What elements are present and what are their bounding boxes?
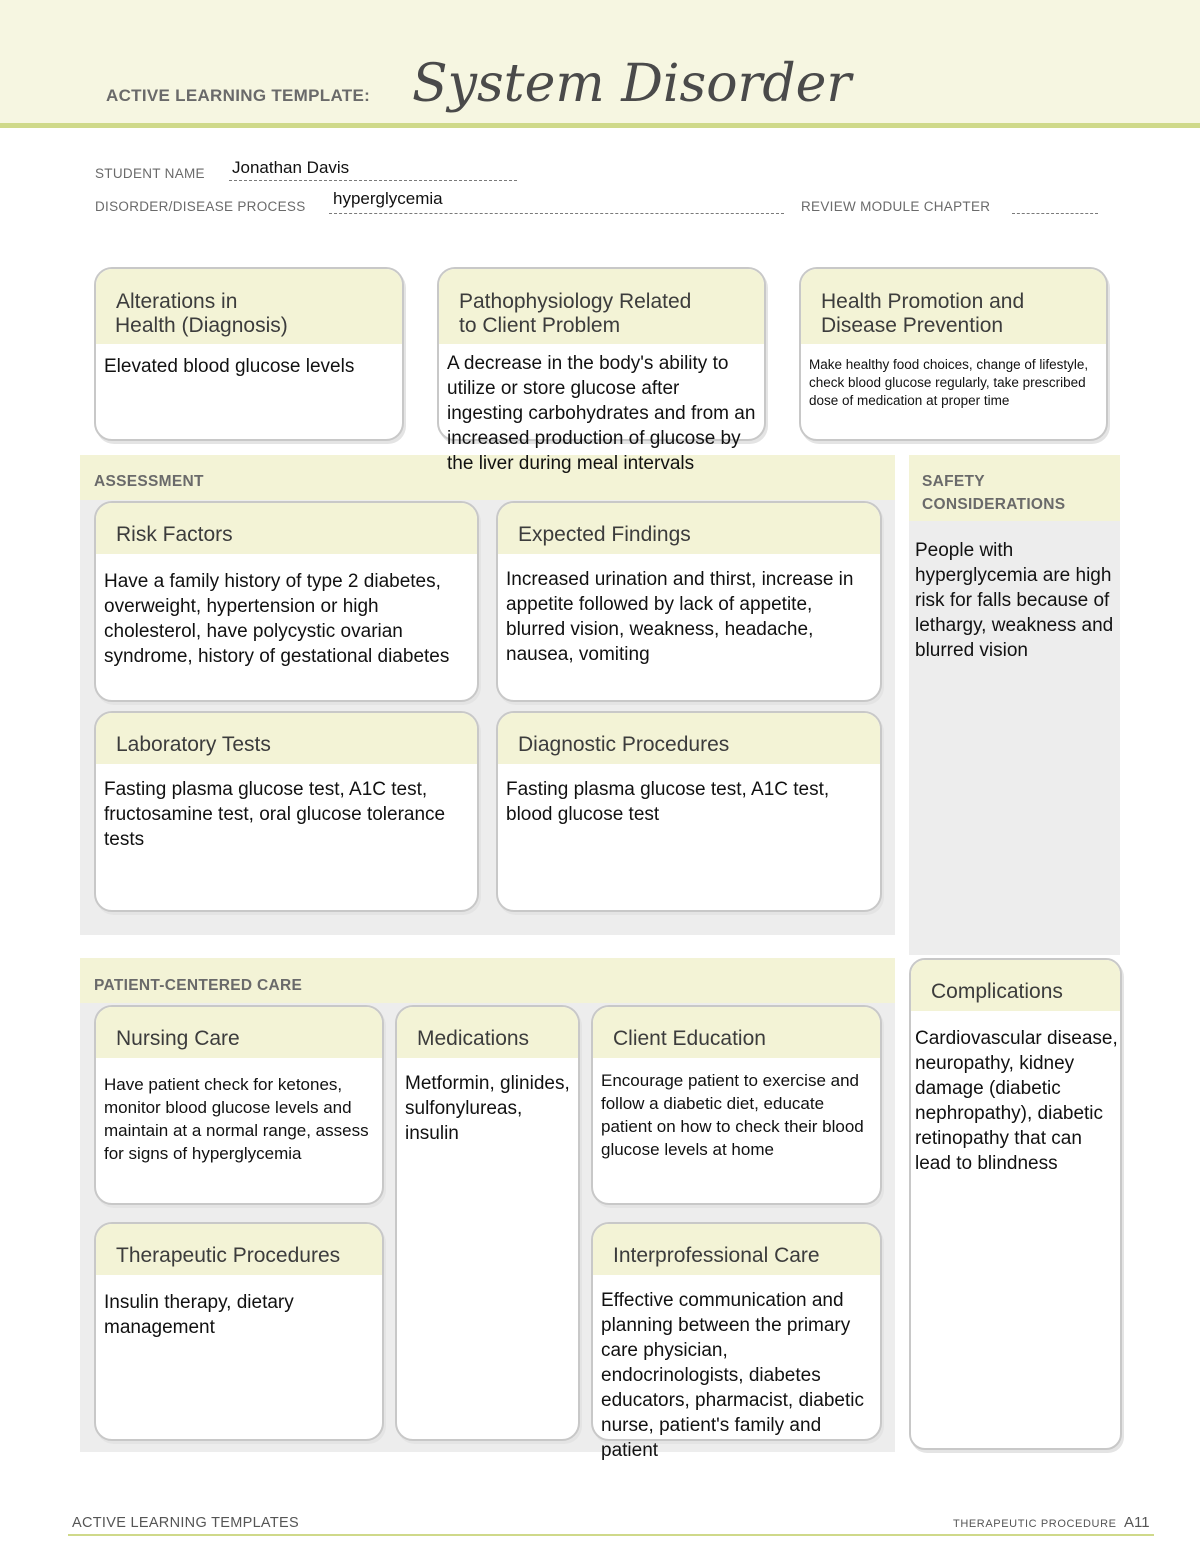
safety-label-line2: CONSIDERATIONS: [922, 496, 1066, 513]
medications-title: Medications: [417, 1027, 530, 1050]
health-promotion-header: [801, 269, 1106, 344]
student-name-underline: [229, 180, 517, 181]
footer-left: ACTIVE LEARNING TEMPLATES: [72, 1515, 299, 1531]
medications-box: [395, 1005, 580, 1441]
medications-body[interactable]: Metformin, glinides, sulfonylureas, insulin: [405, 1073, 570, 1144]
review-module-label: REVIEW MODULE CHAPTER: [801, 199, 991, 214]
therapeutic-procedures-title: Therapeutic Procedures: [116, 1244, 341, 1267]
pathophysiology-title-line1: Pathophysiology Related: [459, 290, 692, 313]
safety-body[interactable]: People with hyperglycemia are high risk for falls because of lethargy, weakness and blurred vision: [915, 540, 1114, 661]
patient-care-label: PATIENT-CENTERED CARE: [94, 977, 303, 994]
client-education-title: Client Education: [613, 1027, 766, 1050]
interprofessional-care-header: [593, 1224, 880, 1275]
risk-factors-body[interactable]: Have a family history of type 2 diabetes, overweight, hypertension or high cholesterol, have polycystic ovarian syndrome, history of gestational diabetes: [104, 571, 450, 667]
page-number: A11: [1124, 1514, 1150, 1531]
expected-findings-header: [498, 503, 880, 554]
laboratory-tests-header: [96, 713, 477, 764]
template-title: System Disorder: [412, 54, 852, 114]
client-education-body[interactable]: Encourage patient to exercise and follow a diabetic diet, educate patient on how to check their blood glucose levels at home: [601, 1071, 864, 1159]
nursing-care-header: [96, 1007, 382, 1058]
diagnostic-procedures-header: [498, 713, 880, 764]
disorder-field[interactable]: hyperglycemia: [333, 189, 443, 208]
laboratory-tests-body[interactable]: Fasting plasma glucose test, A1C test, fructosamine test, oral glucose tolerance tests: [104, 779, 446, 850]
health-promotion-box: [799, 267, 1108, 441]
header-rule: [0, 123, 1200, 128]
template-label: ACTIVE LEARNING TEMPLATE:: [106, 86, 371, 105]
assessment-label: ASSESSMENT: [94, 473, 204, 490]
nursing-care-box: [94, 1005, 384, 1205]
complications-body[interactable]: Cardiovascular disease, neuropathy, kidney damage (diabetic nephropathy), diabetic retinopathy that can lead to blindness: [915, 1028, 1118, 1174]
footer-rule: [68, 1534, 1154, 1536]
therapeutic-procedures-body[interactable]: Insulin therapy, dietary management: [104, 1292, 294, 1338]
expected-findings-box: [496, 501, 882, 702]
medications-header: [397, 1007, 578, 1058]
therapeutic-procedures-box: [94, 1222, 384, 1441]
diagnostic-procedures-box: [496, 711, 882, 912]
diagnostic-procedures-title: Diagnostic Procedures: [518, 733, 730, 756]
disorder-label: DISORDER/DISEASE PROCESS: [95, 199, 306, 214]
pathophysiology-box: [437, 267, 766, 474]
interprofessional-care-body[interactable]: Effective communication and planning between the primary care physician, endocrinologists, diabetes educators, pharmacist, diabetic nurse, patient's family and patient: [601, 1290, 864, 1461]
risk-factors-header: [96, 503, 477, 554]
laboratory-tests-box: [94, 711, 479, 912]
health-promotion-body[interactable]: Make healthy food choices, change of lifestyle, check blood glucose regularly, take prescribed dose of medication at proper time: [809, 357, 1089, 408]
laboratory-tests-title: Laboratory Tests: [116, 733, 271, 756]
client-education-header: [593, 1007, 880, 1058]
safety-label-line1: SAFETY: [922, 473, 985, 490]
therapeutic-procedures-header: [96, 1224, 382, 1275]
alterations-title-line2: Health (Diagnosis): [115, 314, 288, 337]
alterations-header: [96, 269, 402, 344]
expected-findings-body[interactable]: Increased urination and thirst, increase in appetite followed by lack of appetite, blurred vision, weakness, headache, nausea, vomiting: [506, 569, 854, 665]
risk-factors-box: [94, 501, 479, 702]
complications-title: Complications: [931, 980, 1063, 1003]
diagnostic-procedures-body[interactable]: Fasting plasma glucose test, A1C test, blood glucose test: [506, 779, 830, 825]
pathophysiology-title-line2: to Client Problem: [459, 314, 621, 337]
review-module-field[interactable]: [1012, 213, 1098, 214]
risk-factors-title: Risk Factors: [116, 523, 233, 546]
pathophysiology-header: [439, 269, 764, 344]
disorder-underline: [329, 213, 784, 214]
client-education-box: [591, 1005, 882, 1205]
alterations-body[interactable]: Elevated blood glucose levels: [104, 356, 355, 377]
nursing-care-title: Nursing Care: [116, 1027, 240, 1050]
safety-panel: [909, 455, 1120, 955]
alterations-box: [94, 267, 404, 441]
student-name-field[interactable]: Jonathan Davis: [232, 158, 350, 177]
student-name-label: STUDENT NAME: [95, 166, 205, 181]
interprofessional-care-box: [591, 1222, 882, 1461]
complications-box: [909, 958, 1122, 1450]
health-promotion-title-line2: Disease Prevention: [821, 314, 1004, 337]
complications-header: [911, 960, 1120, 1011]
health-promotion-title-line1: Health Promotion and: [821, 290, 1025, 313]
nursing-care-body[interactable]: Have patient check for ketones, monitor blood glucose levels and maintain at a normal range, assess for signs of hyperglycemia: [104, 1075, 369, 1163]
footer-right: THERAPEUTIC PROCEDURE: [953, 1518, 1117, 1530]
interprofessional-care-title: Interprofessional Care: [613, 1244, 820, 1267]
pathophysiology-body[interactable]: A decrease in the body's ability to utilize or store glucose after ingesting carbohydrates and from an increased production of glucose by the liver during meal intervals: [447, 353, 756, 474]
alterations-title-line1: Alterations in: [116, 290, 238, 313]
expected-findings-title: Expected Findings: [518, 523, 691, 546]
